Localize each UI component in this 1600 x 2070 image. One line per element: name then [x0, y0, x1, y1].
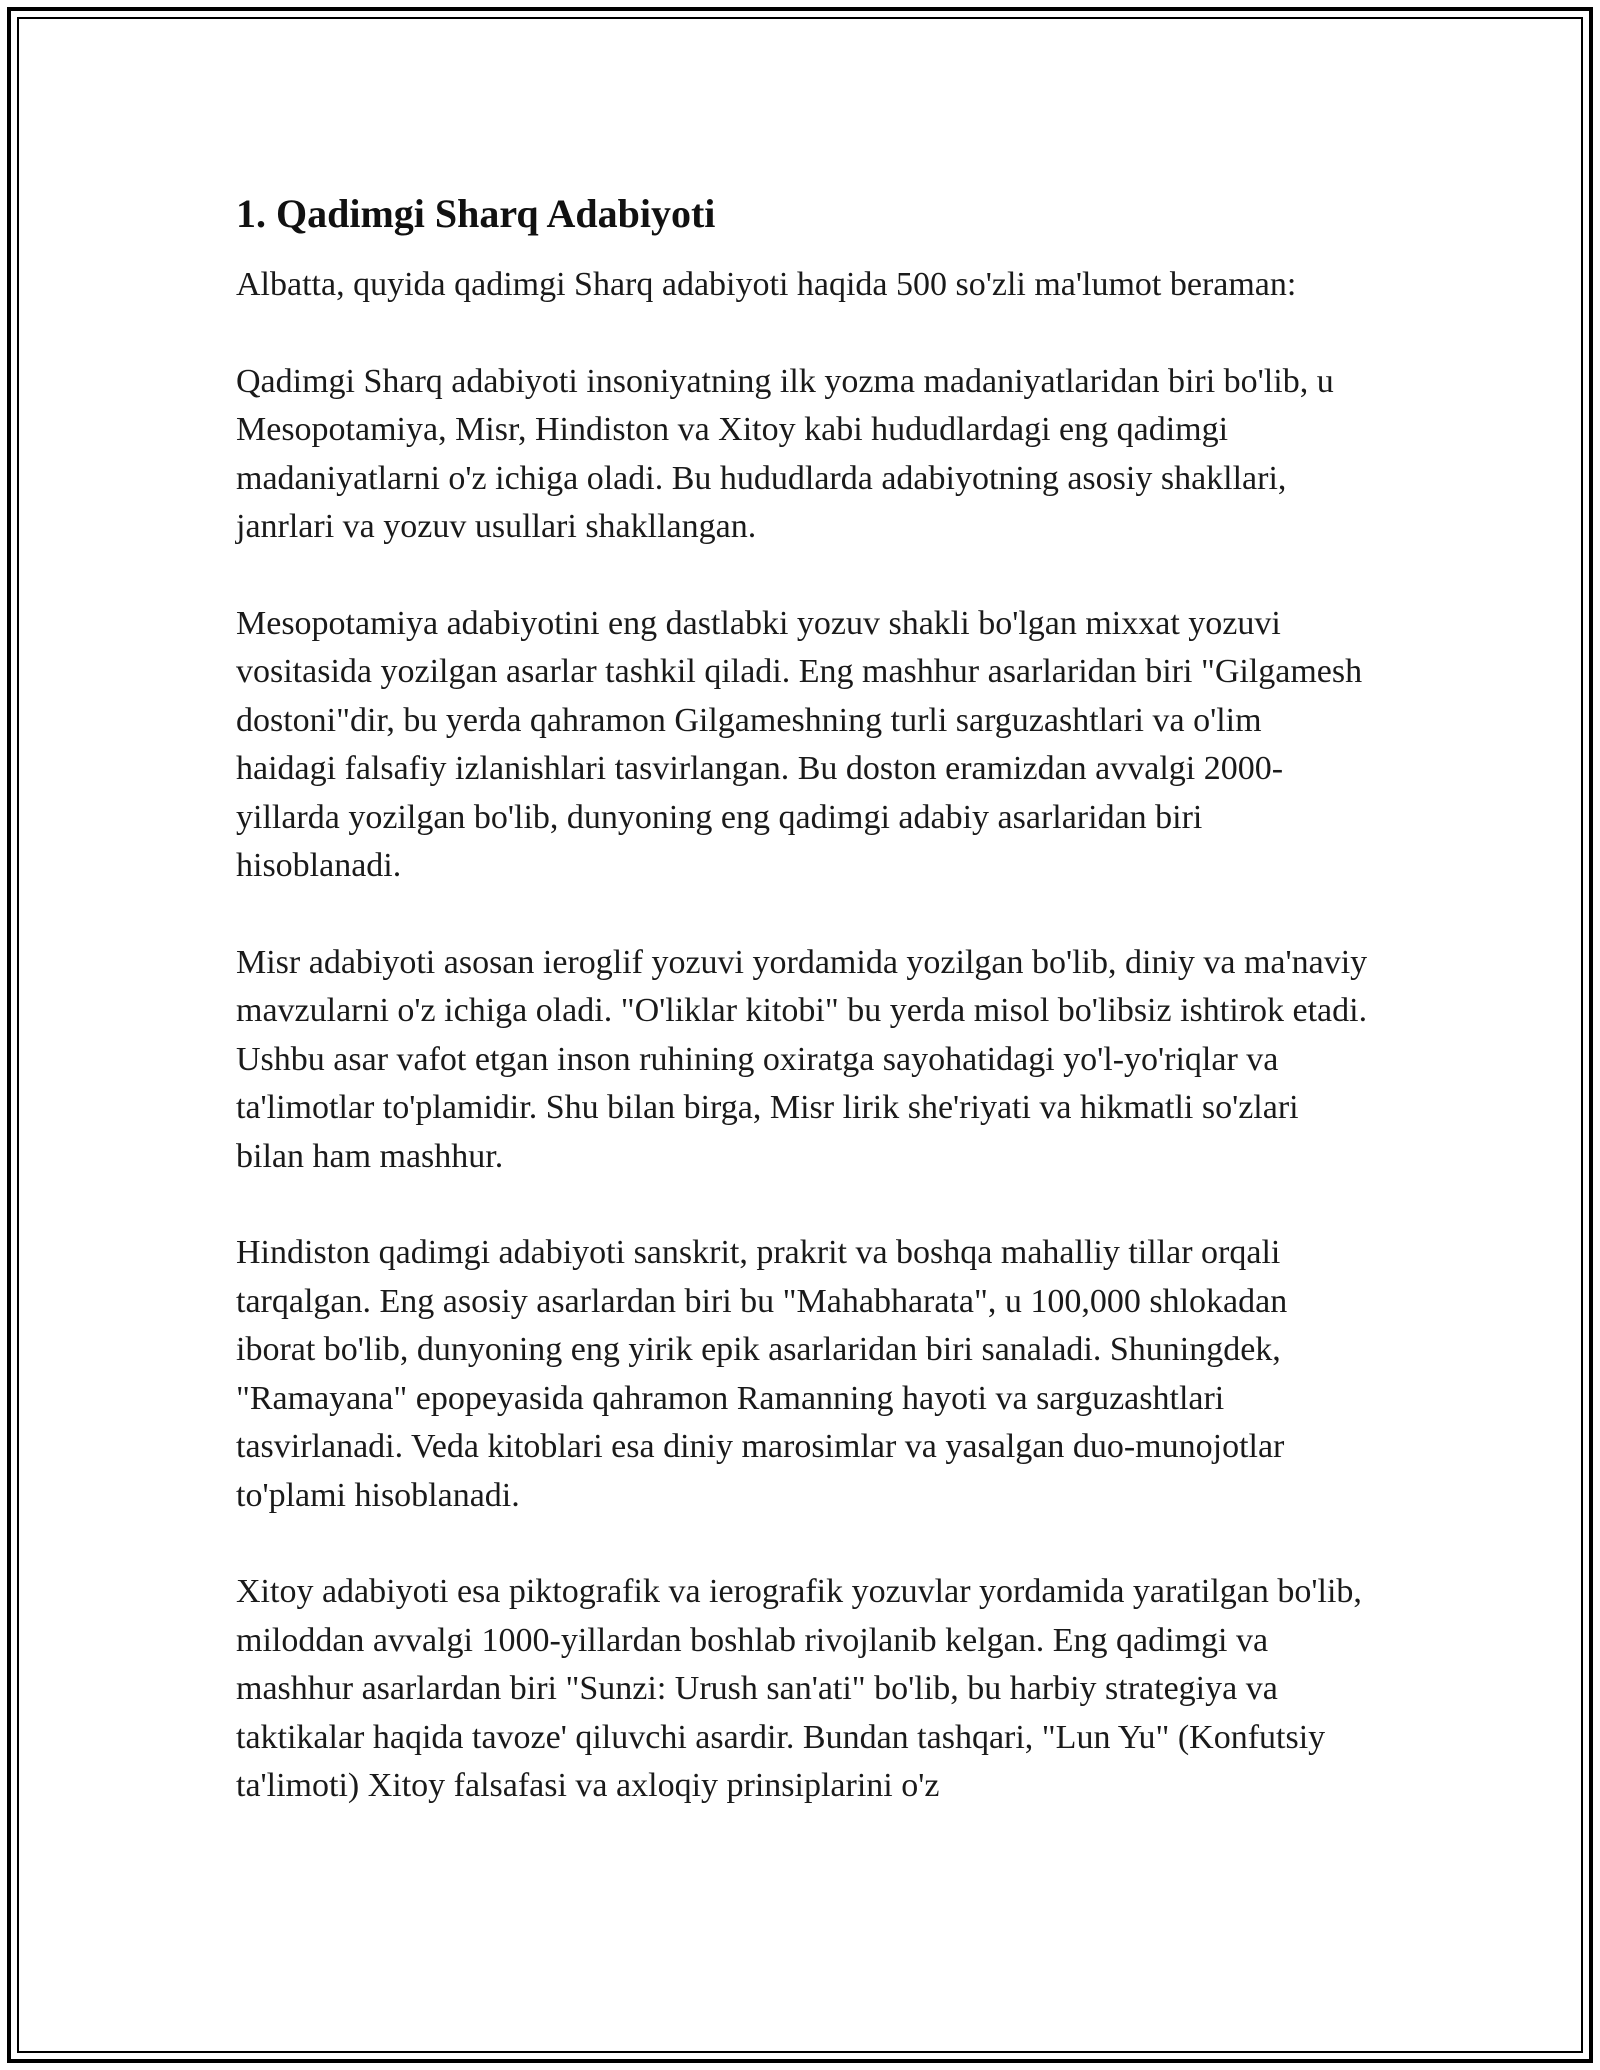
paragraph-egypt: Misr adabiyoti asosan ieroglif yozuvi yordamida yozilgan bo'lib, diniy va ma'naviy mavzularni o'z ichiga oladi. "O'liklar kitobi" bu yerda misol bo'libsiz ishtirok etadi. Ushbu asar vafot etgan inson ruhining oxiratga sayohatidagi yo'l-yo'riqlar va ta'limotlar to'plamidir. Shu bilan birga, Misr lirik she'riyati va hikmatli so'zlari bilan ham mashhur.: [236, 943, 1368, 1175]
paragraph-china: Xitoy adabiyoti esa piktografik va ierografik yozuvlar yordamida yaratilgan bo'lib, miloddan avvalgi 1000-yillardan boshlab rivojlanib kelgan. Eng qadimgi va mashhur asarlardan biri "Sunzi: Urush san'ati" bo'lib, bu harbiy strategiya va taktikalar haqida tavoze' qiluvchi asardir. Bundan tashqari, "Lun Yu" (Konfutsiy ta'limoti) Xitoy falsafasi va axloqiy prinsiplarini o'z: [236, 1573, 1362, 1804]
paragraph-mesopotamia: Mesopotamiya adabiyotini eng dastlabki yozuv shakli bo'lgan mixxat yozuvi vositasida yozilgan asarlar tashkil qiladi. Eng mashhur asarlaridan biri "Gilgamesh dostoni"dir, bu yerda qahramon Gilgameshning turli sarguzashtlari va o'lim haidagi falsafiy izlanishlari tasvirlangan. Bu doston eramizdan avvalgi 2000-yillarda yozilgan bo'lib, dunyoning eng qadimgi adabiy asarlaridan biri hisoblanadi.: [236, 604, 1363, 884]
paragraph-intro: Albatta, quyida qadimgi Sharq adabiyoti haqida 500 so'zli ma'lumot beraman:: [236, 266, 1297, 303]
document-body: [236, 185, 1370, 1811]
section-title: 1. Qadimgi Sharq Adabiyoti: [236, 191, 716, 236]
paragraph-overview: Qadimgi Sharq adabiyoti insoniyatning ilk yozma madaniyatlaridan biri bo'lib, u Mesopotamiya, Misr, Hindiston va Xitoy kabi hududlardagi eng qadimgi madaniyatlarni o'z ichiga oladi. Bu hududlarda adabiyotning asosiy shakllari, janrlari va yozuv usullari shakllangan.: [236, 362, 1334, 545]
paragraph-india: Hindiston qadimgi adabiyoti sanskrit, prakrit va boshqa mahalliy tillar orqali tarqalgan. Eng asosiy asarlardan biri bu "Mahabharata", u 100,000 shlokadan iborat bo'lib, dunyoning eng yirik epik asarlaridan biri sanaladi. Shuningdek, "Ramayana" epopeyasida qahramon Ramanning hayoti va sarguzashtlari tasvirlanadi. Veda kitoblari esa diniy marosimlar va yasalgan duo-munojotlar to'plami hisoblanadi.: [236, 1234, 1288, 1514]
